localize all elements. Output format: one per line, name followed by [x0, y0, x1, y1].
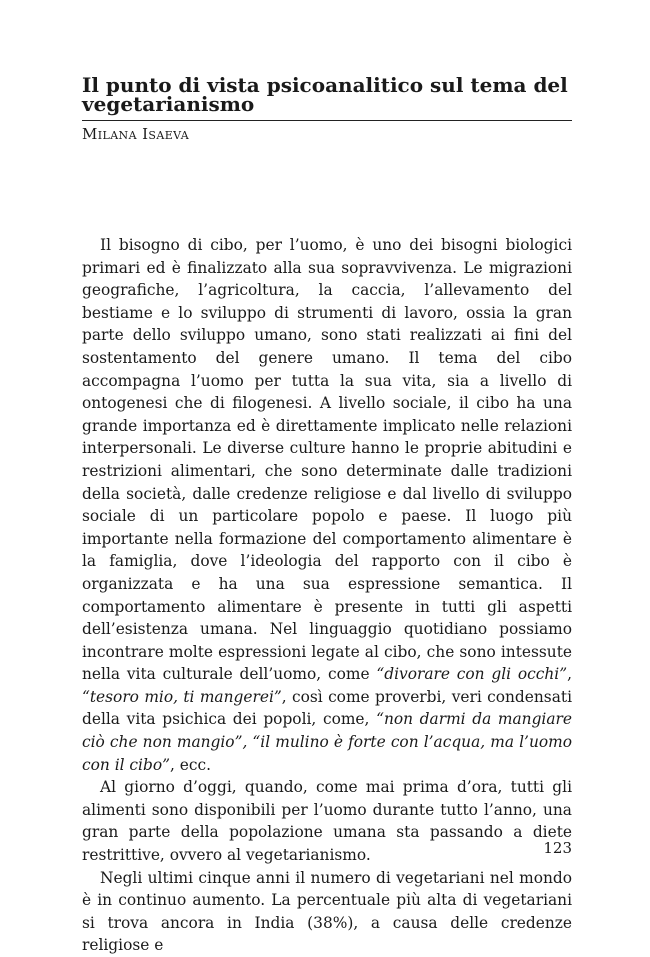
title-rule — [82, 120, 572, 121]
p1-quote-divorare: “divorare con gli occhi” — [376, 665, 568, 684]
paragraph-3: Negli ultimi cinque anni il numero di vegetariani nel mondo è in continuo aumento. La percentuale più alta di vegetariani si trova ancora in India (38%), a causa delle credenze religiose e — [82, 868, 572, 955]
article-author: Milana Isaeva — [82, 125, 190, 143]
paragraph-2: Al giorno d’oggi, quando, come mai prima d’ora, tutti gli alimenti sono disponibili per l’uomo durante tutto l’anno, una gran parte della popolazione umana sta passando a diete restrittive, ovvero al vegetarianismo. — [82, 778, 572, 865]
p1-proverbs: “non darmi da mangiare ciò che non mangio”, “il mulino è forte con l’acqua, ma l’uomo con il cibo” — [82, 710, 572, 774]
p1-segment-0: Il bisogno di cibo, per l’uomo, è uno dei bisogni biologici primari ed è finalizzato alla sua sopravvivenza. Le migrazioni geografiche, l’agricoltura, la caccia, l’allevamento del bestiame e lo sviluppo di strumenti di lavoro, ossia la gran parte dello sviluppo umano, sono stati realizzati ai fini del sostentamento del genere umano. Il tema del cibo accompagna l’uomo per tutta la sua vita, sia a livello di ontogenesi che di filogenesi. A livello sociale, il cibo ha una grande importanza ed è direttamente implicato nelle relazioni interpersonali. Le diverse culture hanno le proprie abitudini e restrizioni alimentari, che sono determinate dalle tradizioni della società, dalle credenze religiose e dal livello di sviluppo sociale di un particolare popolo e paese. Il luogo più importante nella formazione del comportamento alimentare è la famiglia, dove l’ideologia del rapporto con il cibo è organizzata e ha una sua espressione semantica. Il comportamento alimentare è presente in tutti gli aspetti dell’esistenza umana. Nel linguaggio quotidiano possiamo incontrare molte espressioni legate al cibo, che sono intessute nella vita culturale dell’uomo, come — [82, 236, 572, 684]
p1-quote-tesoro: “tesoro mio, ti mangerei” — [82, 687, 282, 706]
article-body — [82, 234, 572, 957]
paragraph-1 — [82, 234, 572, 776]
page-number: 123 — [543, 839, 572, 857]
p1-segment-2: , — [567, 665, 572, 684]
article-title: Il punto di vista psicoanalitico sul tema del vegetarianismo — [82, 73, 568, 116]
p1-segment-6: , ecc. — [169, 755, 211, 774]
p1-segment-4: , così come proverbi, veri condensati della vita psichica dei popoli, come, — [82, 687, 572, 729]
